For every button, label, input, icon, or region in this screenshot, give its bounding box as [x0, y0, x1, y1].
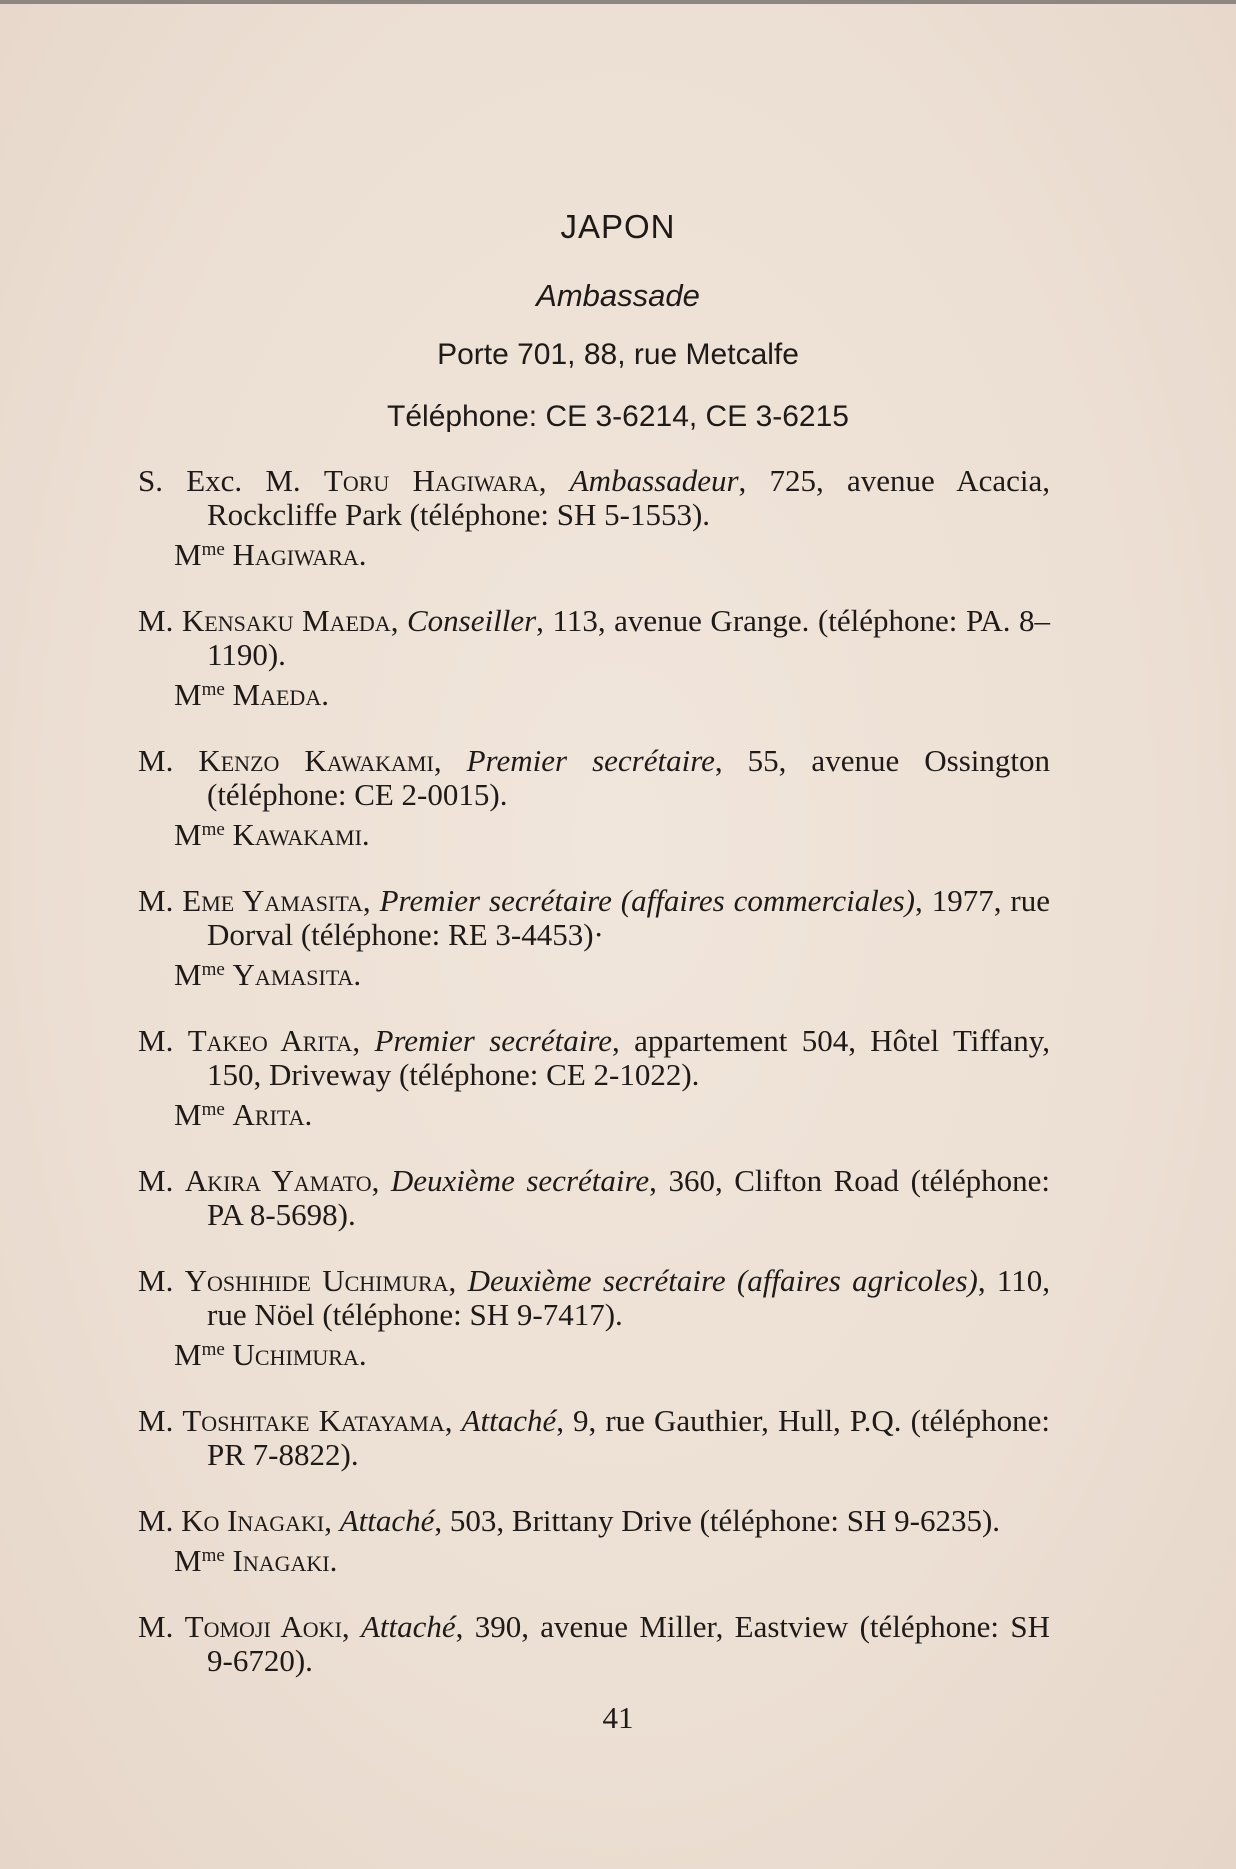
staff-list — [138, 464, 1050, 1710]
spouse-line — [138, 1338, 1050, 1372]
staff-entry-main: M. Kensaku Maeda, Conseiller, 113, avenue Grange. (téléphone: PA. 8–1190). — [138, 603, 1051, 672]
staff-name: Kensaku Maeda — [181, 603, 391, 638]
spouse-name: Arita. — [232, 1097, 313, 1132]
staff-entry — [138, 1610, 1050, 1678]
staff-name: Yoshihide Uchimura — [184, 1263, 449, 1298]
spouse-line — [138, 1544, 1050, 1578]
spouse-name: Inagaki. — [232, 1543, 338, 1578]
staff-details: 110, rue Nöel (téléphone: SH 9-7417). — [207, 1263, 1051, 1332]
spouse-line — [138, 958, 1050, 992]
staff-title: Attaché — [339, 1503, 435, 1538]
staff-name: Takeo Arita — [187, 1023, 353, 1058]
staff-title: Premier secrétaire — [374, 1023, 613, 1058]
staff-name: Tomoji Aoki — [184, 1609, 342, 1644]
spouse-prefix-superscript: me — [201, 539, 225, 560]
staff-entry-main: M. Kenzo Kawakami, Premier secrétaire, 55, avenue Ossington (téléphone: CE 2-0015). — [138, 743, 1050, 812]
spouse-prefix-superscript: me — [201, 959, 225, 980]
spouse-prefix: M — [174, 1337, 202, 1372]
staff-title: Deuxième secrétaire (affaires agricoles) — [467, 1263, 978, 1298]
staff-details: 113, avenue Grange. (téléphone: PA. 8–1190). — [207, 603, 1051, 672]
staff-details: appartement 504, Hôtel Tiffany, 150, Driveway (téléphone: CE 2-1022). — [207, 1023, 1051, 1092]
honorific-prefix: M. — [138, 1023, 174, 1058]
staff-entry-main: M. Yoshihide Uchimura, Deuxième secrétaire (affaires agricoles), 110, rue Nöel (téléphone: SH 9-7417). — [138, 1263, 1051, 1332]
staff-name: Toru Hagiwara — [323, 463, 539, 498]
staff-title: Conseiller — [407, 603, 537, 638]
country-heading: JAPON — [560, 208, 676, 245]
page-number: 41 — [602, 1700, 634, 1735]
staff-entry — [138, 1504, 1050, 1578]
staff-name: Ko Inagaki — [181, 1503, 325, 1538]
staff-details: 725, avenue Acacia, Rockcliffe Park (téléphone: SH 5-1553). — [207, 463, 1051, 532]
staff-title: Premier secrétaire — [466, 743, 715, 778]
spouse-prefix: M — [174, 537, 202, 572]
staff-entry — [138, 1404, 1050, 1472]
staff-details: 55, avenue Ossington (téléphone: CE 2-0015). — [207, 743, 1050, 812]
spouse-name: Uchimura. — [232, 1337, 367, 1372]
spouse-name: Kawakami. — [232, 817, 370, 852]
spouse-prefix-superscript: me — [201, 819, 225, 840]
embassy-phone: Téléphone: CE 3-6214, CE 3-6215 — [387, 400, 849, 433]
honorific-prefix: M. — [138, 1609, 174, 1644]
spouse-prefix: M — [174, 1097, 202, 1132]
spouse-prefix: M — [174, 1543, 202, 1578]
spouse-name: Maeda. — [232, 677, 329, 712]
spouse-line — [138, 538, 1050, 572]
staff-title: Deuxième secrétaire — [390, 1163, 650, 1198]
staff-entry-main: M. Takeo Arita, Premier secrétaire, appartement 504, Hôtel Tiffany, 150, Driveway (téléphone: CE 2-1022). — [138, 1023, 1051, 1092]
staff-entry-main: S. Exc. M. Toru Hagiwara, Ambassadeur, 725, avenue Acacia, Rockcliffe Park (téléphone: SH 5-1553). — [138, 463, 1051, 532]
staff-title: Ambassadeur — [569, 463, 739, 498]
honorific-prefix: M. — [138, 743, 174, 778]
spouse-line — [138, 1098, 1050, 1132]
staff-details: 9, rue Gauthier, Hull, P.Q. (téléphone: PR 7-8822). — [207, 1403, 1051, 1472]
honorific-prefix: M. — [138, 1263, 174, 1298]
spouse-line — [138, 678, 1050, 712]
staff-name: Toshitake Katayama — [182, 1403, 445, 1438]
spouse-name: Yamasita. — [232, 957, 362, 992]
staff-entry-main: M. Tomoji Aoki, Attaché, 390, avenue Miller, Eastview (téléphone: SH 9-6720). — [138, 1609, 1050, 1678]
honorific-prefix: M. — [138, 1503, 174, 1538]
staff-name: Akira Yamato — [184, 1163, 372, 1198]
spouse-prefix-superscript: me — [201, 1545, 225, 1566]
staff-name: Eme Yamasita — [182, 883, 363, 918]
staff-details: 390, avenue Miller, Eastview (téléphone: SH 9-6720). — [207, 1609, 1050, 1678]
embassy-address: Porte 701, 88, rue Metcalfe — [437, 338, 799, 371]
staff-entry — [138, 884, 1050, 992]
spouse-name: Hagiwara. — [232, 537, 367, 572]
spouse-prefix: M — [174, 957, 202, 992]
spouse-prefix: M — [174, 817, 202, 852]
honorific-prefix: M. — [138, 1163, 174, 1198]
staff-entry — [138, 464, 1050, 572]
spouse-line — [138, 818, 1050, 852]
staff-entry — [138, 744, 1050, 852]
section-subtitle: Ambassade — [536, 278, 700, 313]
spouse-prefix-superscript: me — [201, 1339, 225, 1360]
staff-title: Attaché — [360, 1609, 456, 1644]
staff-entry-main: M. Akira Yamato, Deuxième secrétaire, 360, Clifton Road (téléphone: PA 8-5698). — [138, 1163, 1051, 1232]
staff-entry-main: M. Eme Yamasita, Premier secrétaire (affaires commerciales), 1977, rue Dorval (téléphone: RE 3-4453)· — [138, 883, 1051, 952]
staff-entry — [138, 1024, 1050, 1132]
spouse-prefix-superscript: me — [201, 679, 225, 700]
staff-details: 503, Brittany Drive (téléphone: SH 9-6235). — [449, 1503, 1001, 1538]
staff-name: Kenzo Kawakami — [198, 743, 434, 778]
staff-entry-main: M. Toshitake Katayama, Attaché, 9, rue Gauthier, Hull, P.Q. (téléphone: PR 7-8822). — [138, 1403, 1051, 1472]
staff-title: Attaché — [461, 1403, 557, 1438]
staff-title: Premier secrétaire (affaires commerciales) — [379, 883, 915, 918]
staff-entry — [138, 1164, 1050, 1232]
honorific-prefix: M. — [138, 603, 174, 638]
staff-details: 1977, rue Dorval (téléphone: RE 3-4453)· — [207, 883, 1051, 952]
staff-entry — [138, 1264, 1050, 1372]
spouse-prefix: M — [174, 677, 202, 712]
top-edge — [0, 0, 1236, 4]
staff-entry — [138, 604, 1050, 712]
honorific-prefix: S. Exc. M. — [138, 463, 301, 498]
honorific-prefix: M. — [138, 1403, 174, 1438]
staff-entry-main: M. Ko Inagaki, Attaché, 503, Brittany Drive (téléphone: SH 9-6235). — [138, 1503, 1001, 1538]
spouse-prefix-superscript: me — [201, 1099, 225, 1120]
honorific-prefix: M. — [138, 883, 174, 918]
staff-details: 360, Clifton Road (téléphone: PA 8-5698). — [207, 1163, 1051, 1232]
